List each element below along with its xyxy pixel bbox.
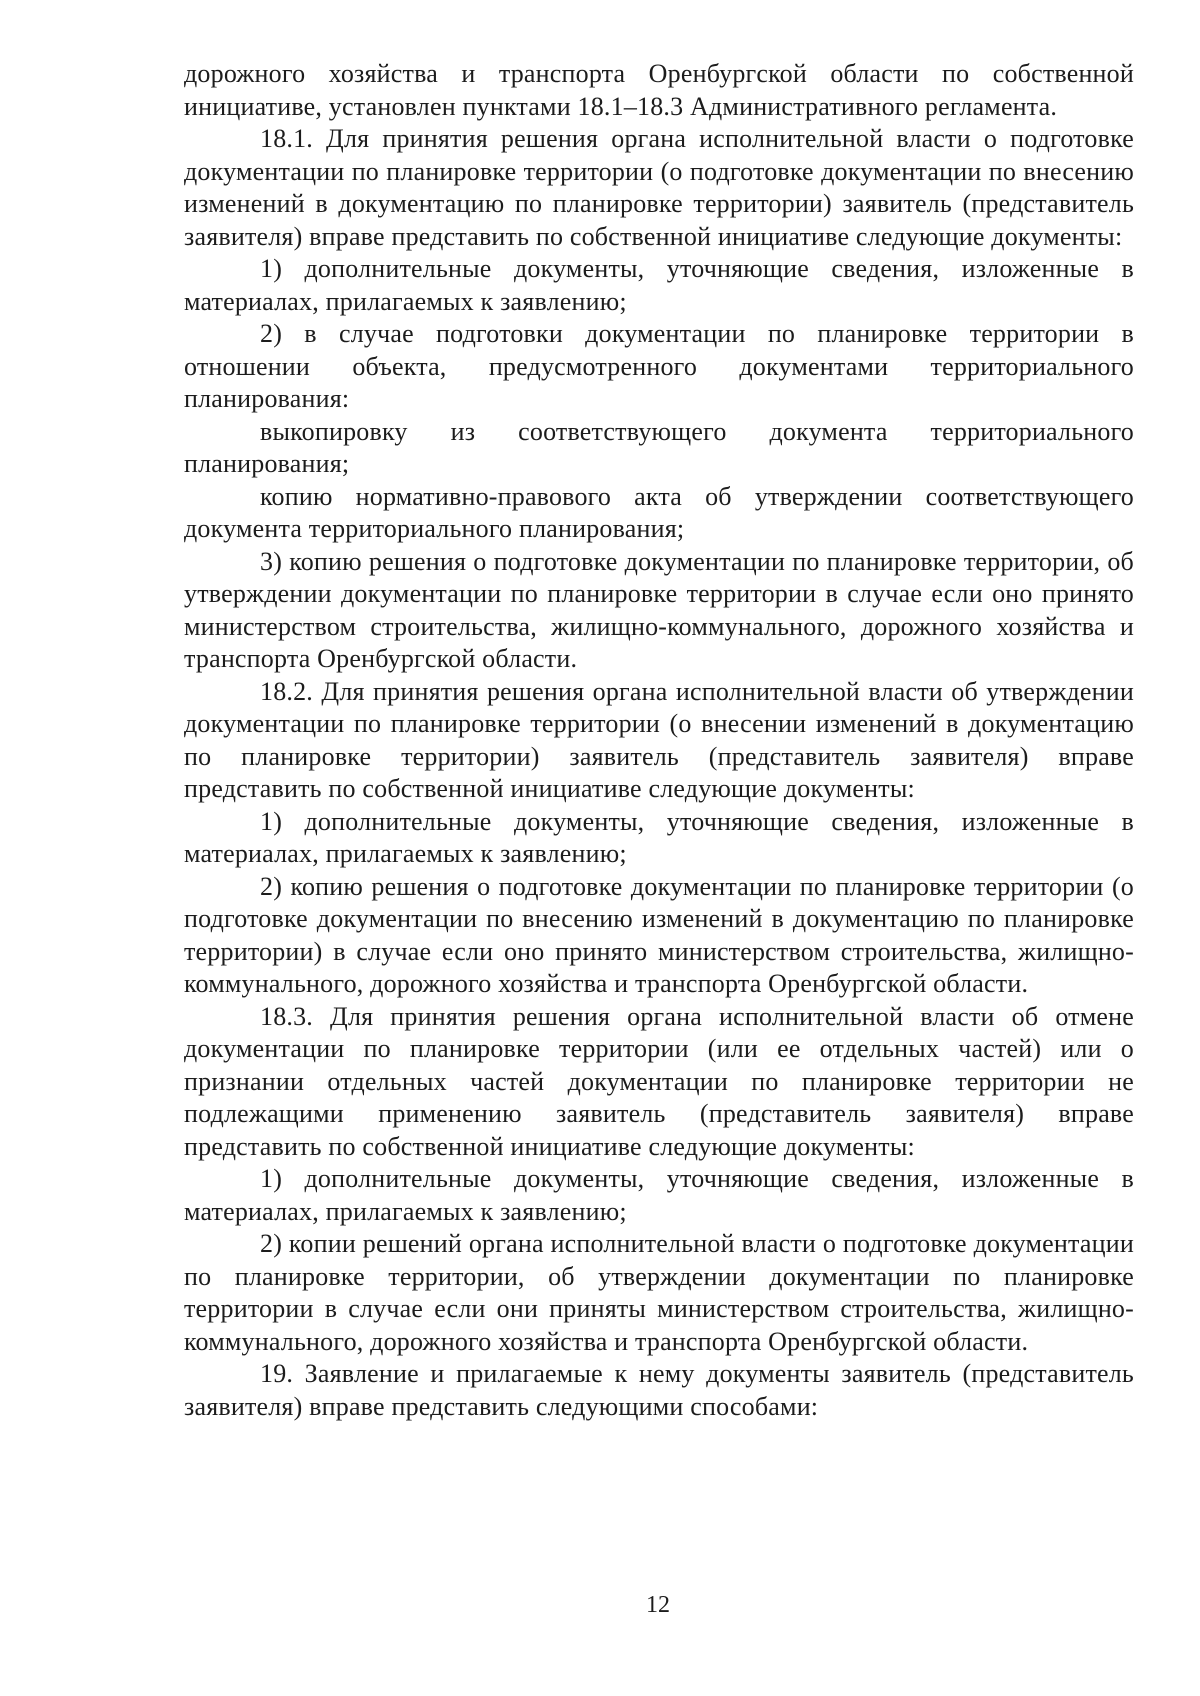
- paragraph: 3) копию решения о подготовке документации по планировке территории, об утверждении документации по планировке территории в случае если оно принято министерством строительства, жилищно-коммунального, дорожного хозяйства и транспорта Оренбургской области.: [184, 546, 1134, 673]
- paragraph: 1) дополнительные документы, уточняющие сведения, изложенные в материалах, прилагаемых к заявлению;: [184, 806, 1134, 868]
- paragraph: 18.3. Для принятия решения органа исполнительной власти об отмене документации по планировке территории (или ее отдельных частей) или о признании отдельных частей документации по планировке территории не подлежащими применению заявитель (представитель заявителя) вправе представить по собственной инициативе следующие документы:: [184, 1001, 1134, 1161]
- paragraph: 2) копии решений органа исполнительной власти о подготовке документации по планировке территории, об утверждении документации по планировке территории в случае если они приняты министерством строительства, жилищно-коммунального, дорожного хозяйства и транспорта Оренбургской области.: [184, 1229, 1134, 1356]
- paragraph: 18.2. Для принятия решения органа исполнительной власти об утверждении документации по планировке территории (о внесении изменений в документацию по планировке территории) заявитель (представитель заявителя) вправе представить по собственной инициативе следующие документы:: [184, 676, 1134, 803]
- paragraph: 2) в случае подготовки документации по планировке территории в отношении объекта, предусмотренного документами территориального планирования:: [184, 319, 1134, 413]
- paragraph: копию нормативно-правового акта об утверждении соответствующего документа территориального планирования;: [184, 481, 1134, 543]
- paragraph: 2) копию решения о подготовке документации по планировке территории (о подготовке документации по внесению изменений в документацию по планировке территории) в случае если оно принято министерством строительства, жилищно-коммунального, дорожного хозяйства и транспорта Оренбургской области.: [184, 871, 1134, 998]
- page-number: 12: [646, 1592, 670, 1618]
- paragraph: дорожного хозяйства и транспорта Оренбургской области по собственной инициативе, установлен пунктами 18.1–18.3 Административного регламента.: [184, 59, 1134, 121]
- paragraph: выкопировку из соответствующего документа территориального планирования;: [184, 416, 1134, 478]
- paragraph: 18.1. Для принятия решения органа исполнительной власти о подготовке документации по планировке территории (о подготовке документации по внесению изменений в документацию по планировке территории) заявитель (представитель заявителя) вправе представить по собственной инициативе следующие документы:: [184, 124, 1134, 251]
- paragraph: 1) дополнительные документы, уточняющие сведения, изложенные в материалах, прилагаемых к заявлению;: [184, 254, 1134, 316]
- document-body: [184, 58, 1134, 1423]
- paragraph: 19. Заявление и прилагаемые к нему документы заявитель (представитель заявителя) вправе представить следующими способами:: [184, 1359, 1134, 1421]
- paragraph: 1) дополнительные документы, уточняющие сведения, изложенные в материалах, прилагаемых к заявлению;: [184, 1164, 1134, 1226]
